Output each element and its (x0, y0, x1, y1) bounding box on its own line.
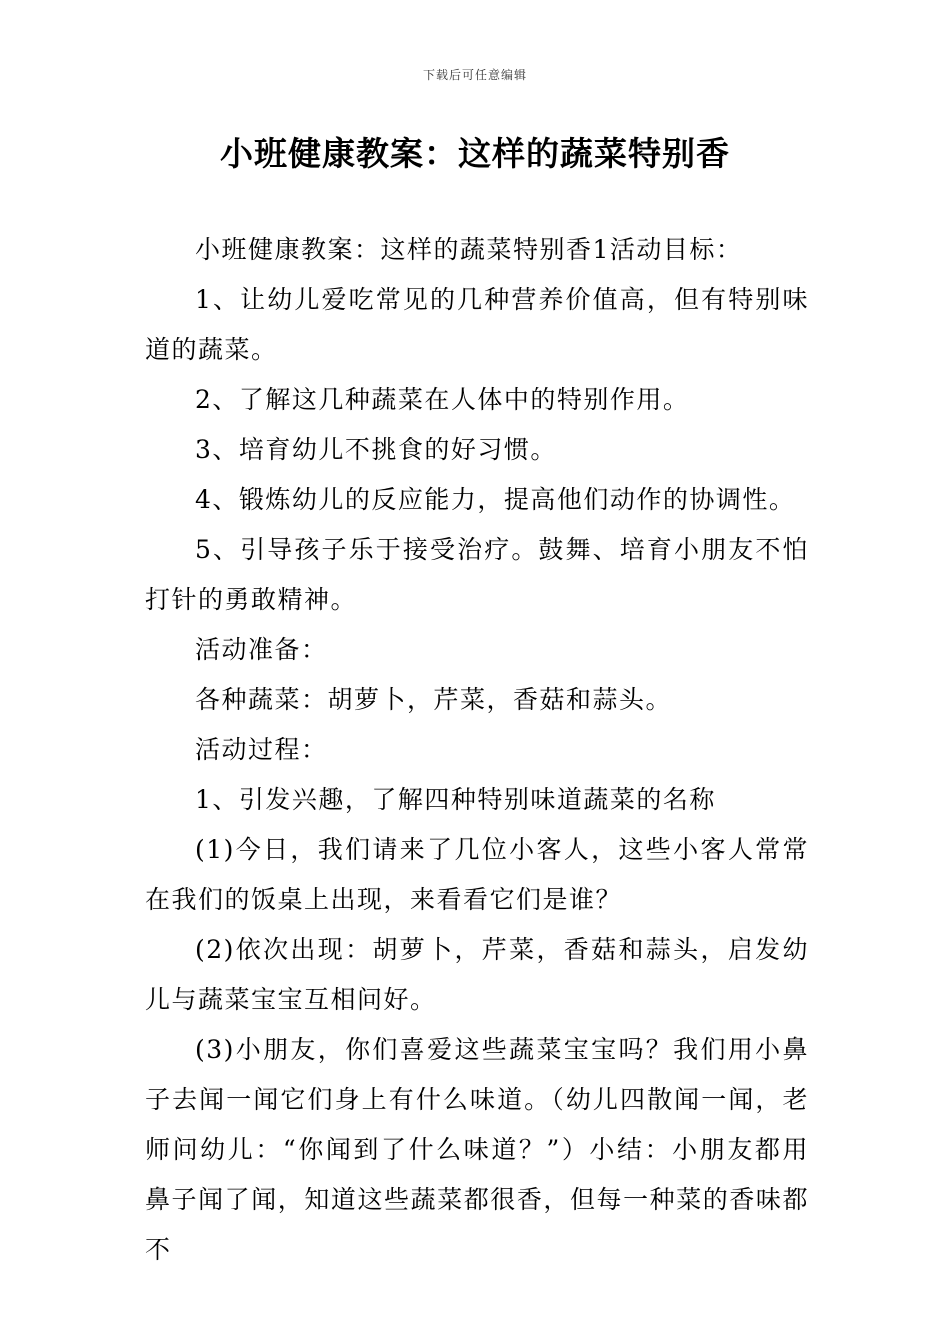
paragraph-preparation-items: 各种蔬菜：胡萝卜，芹菜，香菇和蒜头。 (195, 685, 673, 714)
paragraph-goal-5: 5、引导孩子乐于接受治疗。鼓舞、培育小朋友不怕打针的勇敢精神。 (145, 535, 809, 614)
paragraph-goal-2: 2、了解这几种蔬菜在人体中的特别作用。 (195, 385, 690, 414)
page-title: 小班健康教案：这样的蔬菜特别香 (220, 134, 730, 173)
document-body (145, 225, 809, 1275)
paragraph-step-1-2: (2)依次出现：胡萝卜，芹菜，香菇和蒜头，启发幼儿与蔬菜宝宝互相问好。 (145, 935, 809, 1014)
paragraph-step-1-3: (3)小朋友，你们喜爱这些蔬菜宝宝吗？我们用小鼻子去闻一闻它们身上有什么味道。（幼儿四散闻一闻，老师问幼儿：“你闻到了什么味道？”）小结：小朋友都用鼻子闻了闻，知道这些蔬菜都很香，但每一种菜的香味都不 (145, 1035, 809, 1264)
paragraph-step-1-1: (1)今日，我们请来了几位小客人，这些小客人常常在我们的饭桌上出现，来看看它们是谁？ (145, 835, 809, 914)
paragraph-step-1: 1、引发兴趣，了解四种特别味道蔬菜的名称 (195, 785, 716, 814)
paragraph-goal-1: 1、让幼儿爱吃常见的几种营养价值高，但有特别味道的蔬菜。 (145, 285, 809, 364)
paragraph-intro: 小班健康教案：这样的蔬菜特别香1活动目标： (195, 235, 743, 264)
paragraph-preparation-heading: 活动准备： (195, 635, 328, 664)
paragraph-goal-4: 4、锻炼幼儿的反应能力，提高他们动作的协调性。 (195, 485, 796, 514)
paragraph-goal-3: 3、培育幼儿不挑食的好习惯。 (195, 435, 557, 464)
header-note: 下载后可任意编辑 (422, 68, 527, 82)
paragraph-process-heading: 活动过程： (195, 735, 328, 764)
